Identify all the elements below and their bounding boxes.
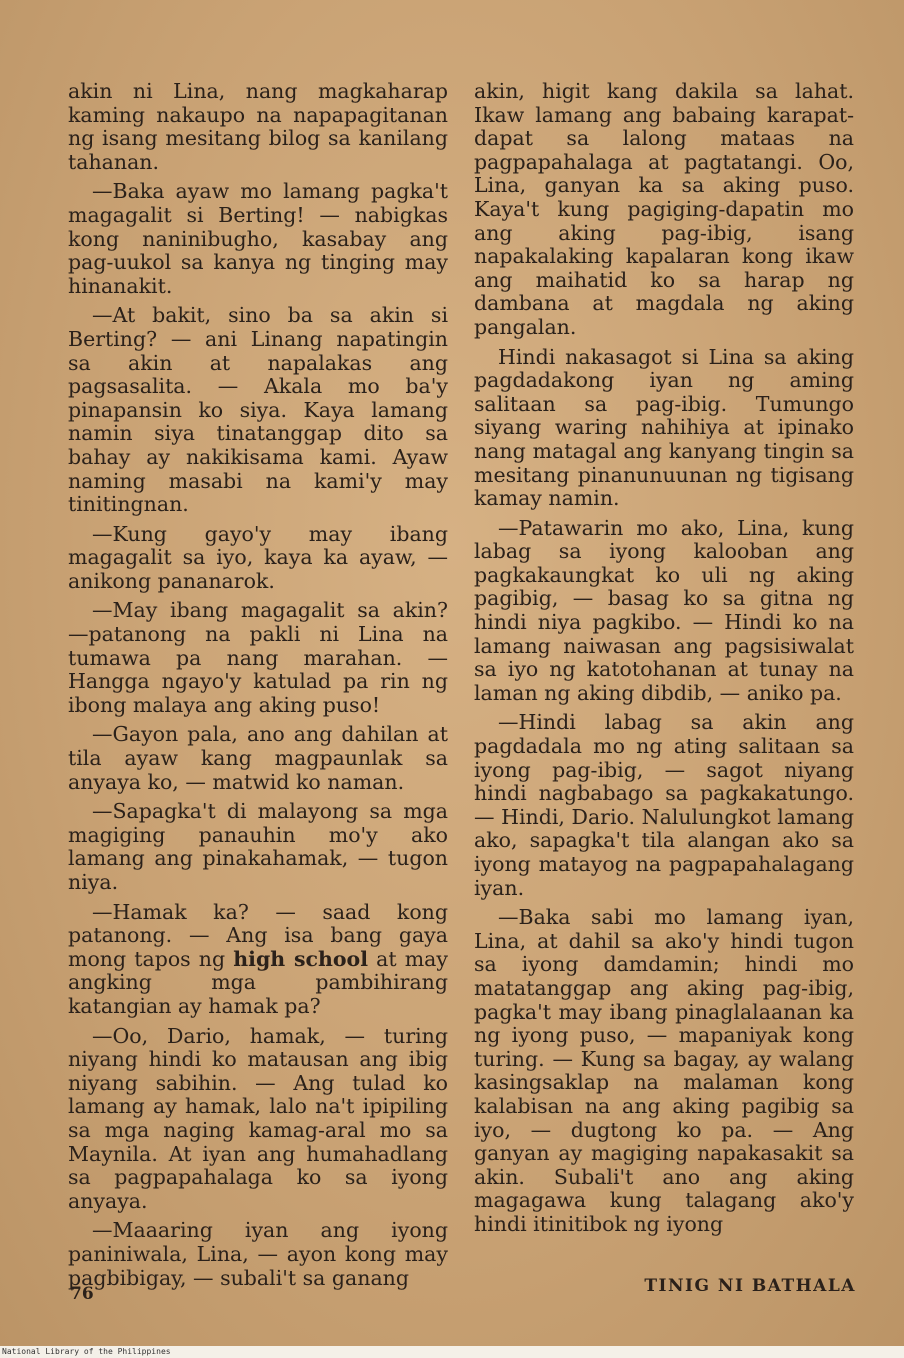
paragraph: akin ni Lina, nang magkaharap kaming nakaupo na napapagitanan ng isang mesitang bilog sa kanilang tahanan. xyxy=(68,79,448,174)
paragraph: —May ibang magagalit sa akin? —patanong na pakli ni Lina na tumawa pa nang marahan. — Hangga ngayo'y katulad pa rin ng ibong malaya ang aking puso! xyxy=(68,598,448,717)
left-text-column xyxy=(68,80,448,1296)
running-title: TINIG NI BATHALA xyxy=(644,1276,856,1296)
paragraph: —Patawarin mo ako, Lina, kung labag sa iyong kalooban ang pagkakaungkat ko uli ng aking pagibig, — basag ko sa gitna ng hindi niya pagkibo. — Hindi ko na lamang naiwasan ang pagsisiwalat sa iyo ng katotohanan at tunay na laman ng aking dibdib, — aniko pa. xyxy=(474,515,854,705)
paragraph-text: at may angking mga pambihirang katangian ay hamak pa? xyxy=(68,946,448,1018)
paragraph: —Sapagka't di malayong sa mga magiging panauhin mo'y ako lamang ang pinakahamak, — tugon niya. xyxy=(68,799,448,894)
paragraph: —Hindi labag sa akin ang pagdadala mo ng ating salitaan sa iyong pag-ibig, — sagot niyang hindi nagbabago sa pagkakatungo. — Hindi, Dario. Nalulungkot lamang ako, sapagka't tila alangan ako sa iyong matayog na pagpapahalagang iyan. xyxy=(474,710,854,900)
bold-phrase: high school xyxy=(233,946,369,971)
right-text-column xyxy=(474,80,854,1243)
paragraph: Hindi nakasagot si Lina sa aking pagdadakong iyan ng aming salitaan sa pag-ibig. Tumungo siyang waring nahihiya at ipinako nang matagal ang kanyang tingin sa mesitang pinanunuunan ng tigisang kamay namin. xyxy=(474,344,854,511)
page-number: 76 xyxy=(70,1284,94,1304)
paragraph: —Maaaring iyan ang iyong paniniwala, Lina, — ayon kong may pagbibigay, — subali't sa ganang xyxy=(68,1218,448,1290)
paragraph: —Oo, Dario, hamak, — turing niyang hindi ko matausan ang ibig niyang sabihin. — Ang tulad ko lamang ay hamak, lalo na't ipipiling sa mga naging kamag-aral mo sa Maynila. At iyan ang humahadlang sa pagpapahalaga ko sa iyong anyaya. xyxy=(68,1023,448,1213)
paragraph: —Kung gayo'y may ibang magagalit sa iyo, kaya ka ayaw, — anikong pananarok. xyxy=(68,521,448,593)
library-credit: National Library of the Philippines xyxy=(0,1346,904,1358)
paragraph: —At bakit, sino ba sa akin si Berting? — ani Linang napatingin sa akin at napalakas ang pagsasalita. — Akala mo ba'y pinapansin ko siya. Kaya lamang namin siya tinatanggap dito sa bahay ay nakikisama kami. Ayaw naming masabi na kami'y may tinitingnan. xyxy=(68,303,448,517)
paragraph-text: —Hamak ka? — saad kong patanong. — Ang isa bang gaya mong tapos ng xyxy=(68,899,448,971)
paragraph: —Baka sabi mo lamang iyan, Lina, at dahil sa ako'y hindi tugon sa iyong damdamin; hindi mo matatanggap ang aking pag-ibig, pagka't may ibang pinaglalaanan ka ng iyong puso, — mapaniyak kong turing. — Kung sa bagay, ay walang kasingsaklap na malaman kong kalabisan na ang aking pagibig sa iyo, — dugtong ko pa. — Ang ganyan ay magiging napakasakit sa akin. Subali't ano ang aking magagawa kung talagang ako'y hindi itinitibok ng iyong xyxy=(474,905,854,1236)
paragraph xyxy=(68,901,448,1019)
paragraph: —Gayon pala, ano ang dahilan at tila ayaw kang magpaunlak sa anyaya ko, — matwid ko naman. xyxy=(68,722,448,794)
paragraph: akin, higit kang dakila sa lahat. Ikaw lamang ang babaing karapat-dapat sa lalong mataas na pagpapahalaga at pagtatangi. Oo, Lina, ganyan ka sa aking puso. Kaya't kung pagiging-dapatin mo ang aking pag-ibig, isang napakalaking kapalaran kong ikaw ang maihatid ko sa harap ng dambana at magdala ng aking pangalan. xyxy=(474,79,854,339)
paragraph: —Baka ayaw mo lamang pagka't magagalit si Berting! — nabigkas kong naninibugho, kasabay ang pag-uukol sa kanya ng tinging may hinanakit. xyxy=(68,179,448,298)
